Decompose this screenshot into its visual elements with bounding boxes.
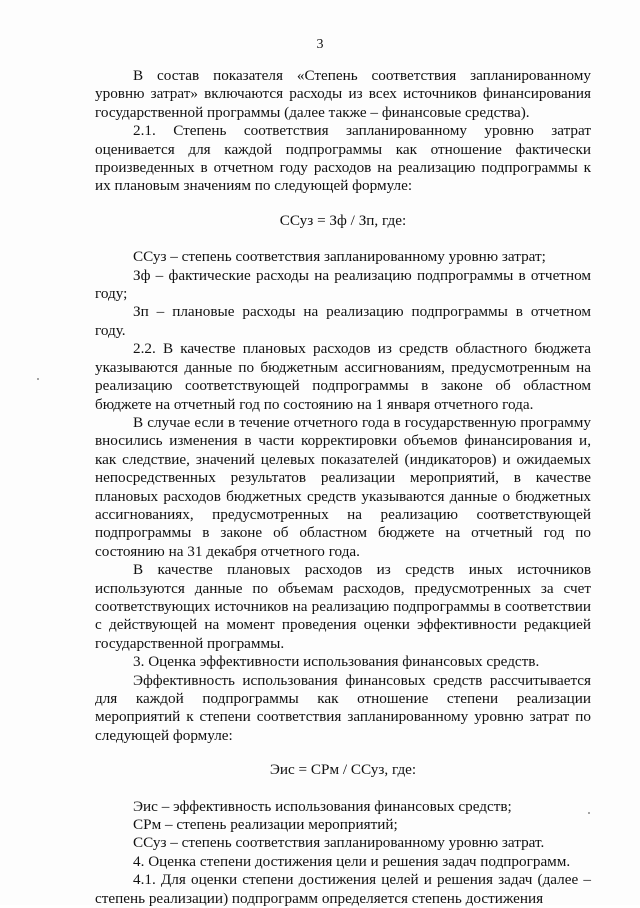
section-heading-4: 4. Оценка степени достижения цели и решения задач подпрограмм. — [133, 852, 571, 870]
spacer — [95, 780, 591, 798]
section-heading-3: 3. Оценка эффективности использования финансовых средств. — [133, 653, 540, 671]
paragraph-2-2: 2.2. В качестве плановых расходов из средств областного бюджета указываются данные по бюджетным ассигнованиям, предусмотренным на реализацию соответствующей подпрограммы в законе об областном бюджете на отчетный год по состоянию на 1 января отчетного года. — [95, 340, 591, 413]
spacer — [95, 230, 591, 248]
document-body — [95, 67, 591, 908]
formula-ssuz: ССуз = Зф / Зп, где: — [279, 211, 407, 229]
definition-zp: Зп – плановые расходы на реализацию подпрограммы в отчетном году. — [95, 303, 591, 339]
definition-ssuz-2: ССуз – степень соответствия запланированному уровню затрат. — [133, 834, 545, 852]
paragraph-other-sources: В качестве плановых расходов из средств иных источников используются данные по объемам расходов, предусмотренных за счет соответствующих источников на реализацию подпрограммы в соответствии с действующей на момент проведения оценки эффективности редакцией государственной программы. — [95, 561, 591, 652]
definition-ssuz: ССуз – степень соответствия запланированному уровню затрат; — [133, 248, 546, 266]
definition-zf: Зф – фактические расходы на реализацию подпрограммы в отчетном году; — [95, 266, 591, 303]
paragraph-2-1: 2.1. Степень соответствия запланированному уровню затрат оценивается для каждой подпрограммы как отношение фактически произведенных в отчетном году расходов на реализацию подпрограммы к их плановым значениям по следующей формуле: — [95, 122, 591, 195]
paragraph-program-changes: В случае если в течение отчетного года в государственную программу вносились изменения в части корректировки объемов финансирования и, как следствие, значений целевых показателей (индикаторов) и ожидаемых непосредственных результатов реализации мероприятий, в качестве плановых расходов бюджетных средств указываются данные о бюджетных ассигнованиях, предусмотренных на реализацию соответствующей подпрограммы в законе об областном бюджете на отчетный год по состоянию на 31 декабря отчетного года. — [95, 413, 591, 560]
page-number: 3 — [316, 37, 324, 52]
spacer — [95, 745, 591, 761]
formula-eis: Эис = СРм / ССуз, где: — [269, 761, 417, 779]
definition-srm: СРм – степень реализации мероприятий; — [133, 816, 398, 834]
definition-eis: Эис – эффективность использования финансовых средств; — [133, 797, 512, 815]
spacer — [95, 196, 591, 212]
scan-speck — [588, 812, 590, 814]
paragraph-indicator-composition: В состав показателя «Степень соответствия запланированному уровню затрат» включаются расходы из всех источников финансирования государственной программы (далее также – финансовые средства). — [95, 67, 591, 121]
paragraph-4-1: 4.1. Для оценки степени достижения целей и решения задач (далее – степень реализации) подпрограмм определяется степень достижения — [95, 871, 591, 907]
scan-speck — [37, 378, 39, 380]
paragraph-efficiency: Эффективность использования финансовых средств рассчитывается для каждой подпрограммы как отношение степени реализации мероприятий к степени соответствия запланированному уровню затрат по следующей формуле: — [95, 671, 591, 744]
